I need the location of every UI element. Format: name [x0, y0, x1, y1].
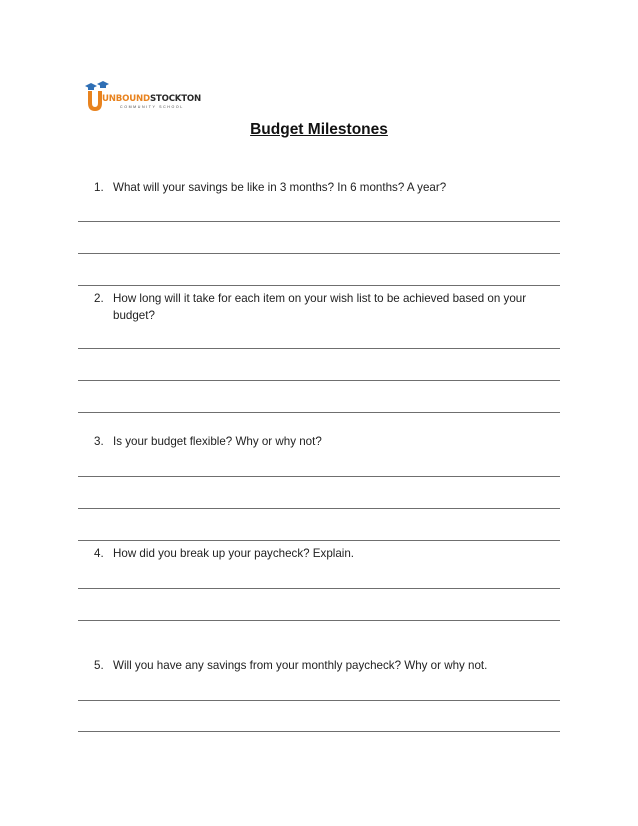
answer-line[interactable]: [78, 476, 560, 477]
school-logo: [82, 80, 202, 114]
question-number: 4.: [94, 547, 104, 560]
answer-line[interactable]: [78, 588, 560, 589]
answer-line[interactable]: [78, 380, 560, 381]
question-1: [94, 179, 544, 196]
question-text: What will your savings be like in 3 months? In 6 months? A year?: [113, 181, 447, 194]
answer-line[interactable]: [78, 348, 560, 349]
question-2: [94, 290, 544, 324]
answer-line[interactable]: [78, 540, 560, 541]
answer-line[interactable]: [78, 221, 560, 222]
question-5: [94, 657, 544, 674]
answer-line[interactable]: [78, 285, 560, 286]
question-4: [94, 545, 544, 562]
page-title: Budget Milestones: [250, 121, 388, 138]
logo-subtitle: COMMUNITY SCHOOL: [120, 105, 184, 109]
question-number: 2.: [94, 292, 104, 305]
answer-line[interactable]: [78, 253, 560, 254]
question-number: 5.: [94, 659, 104, 672]
answer-line[interactable]: [78, 620, 560, 621]
logo-brand-first: UNBOUND: [102, 94, 150, 104]
question-text: How did you break up your paycheck? Explain.: [113, 547, 355, 560]
question-text: Is your budget flexible? Why or why not?: [113, 435, 322, 448]
question-number: 3.: [94, 435, 104, 448]
question-text: How long will it take for each item on your wish list to be achieved based on your budget?: [113, 292, 527, 322]
logo-brand-second: STOCKTON: [149, 94, 202, 104]
question-3: [94, 433, 544, 450]
question-number: 1.: [94, 181, 104, 194]
question-text: Will you have any savings from your monthly paycheck? Why or why not.: [113, 659, 488, 672]
logo-wordmark: [102, 94, 201, 104]
answer-line[interactable]: [78, 700, 560, 701]
answer-line[interactable]: [78, 731, 560, 732]
answer-line[interactable]: [78, 412, 560, 413]
answer-line[interactable]: [78, 508, 560, 509]
